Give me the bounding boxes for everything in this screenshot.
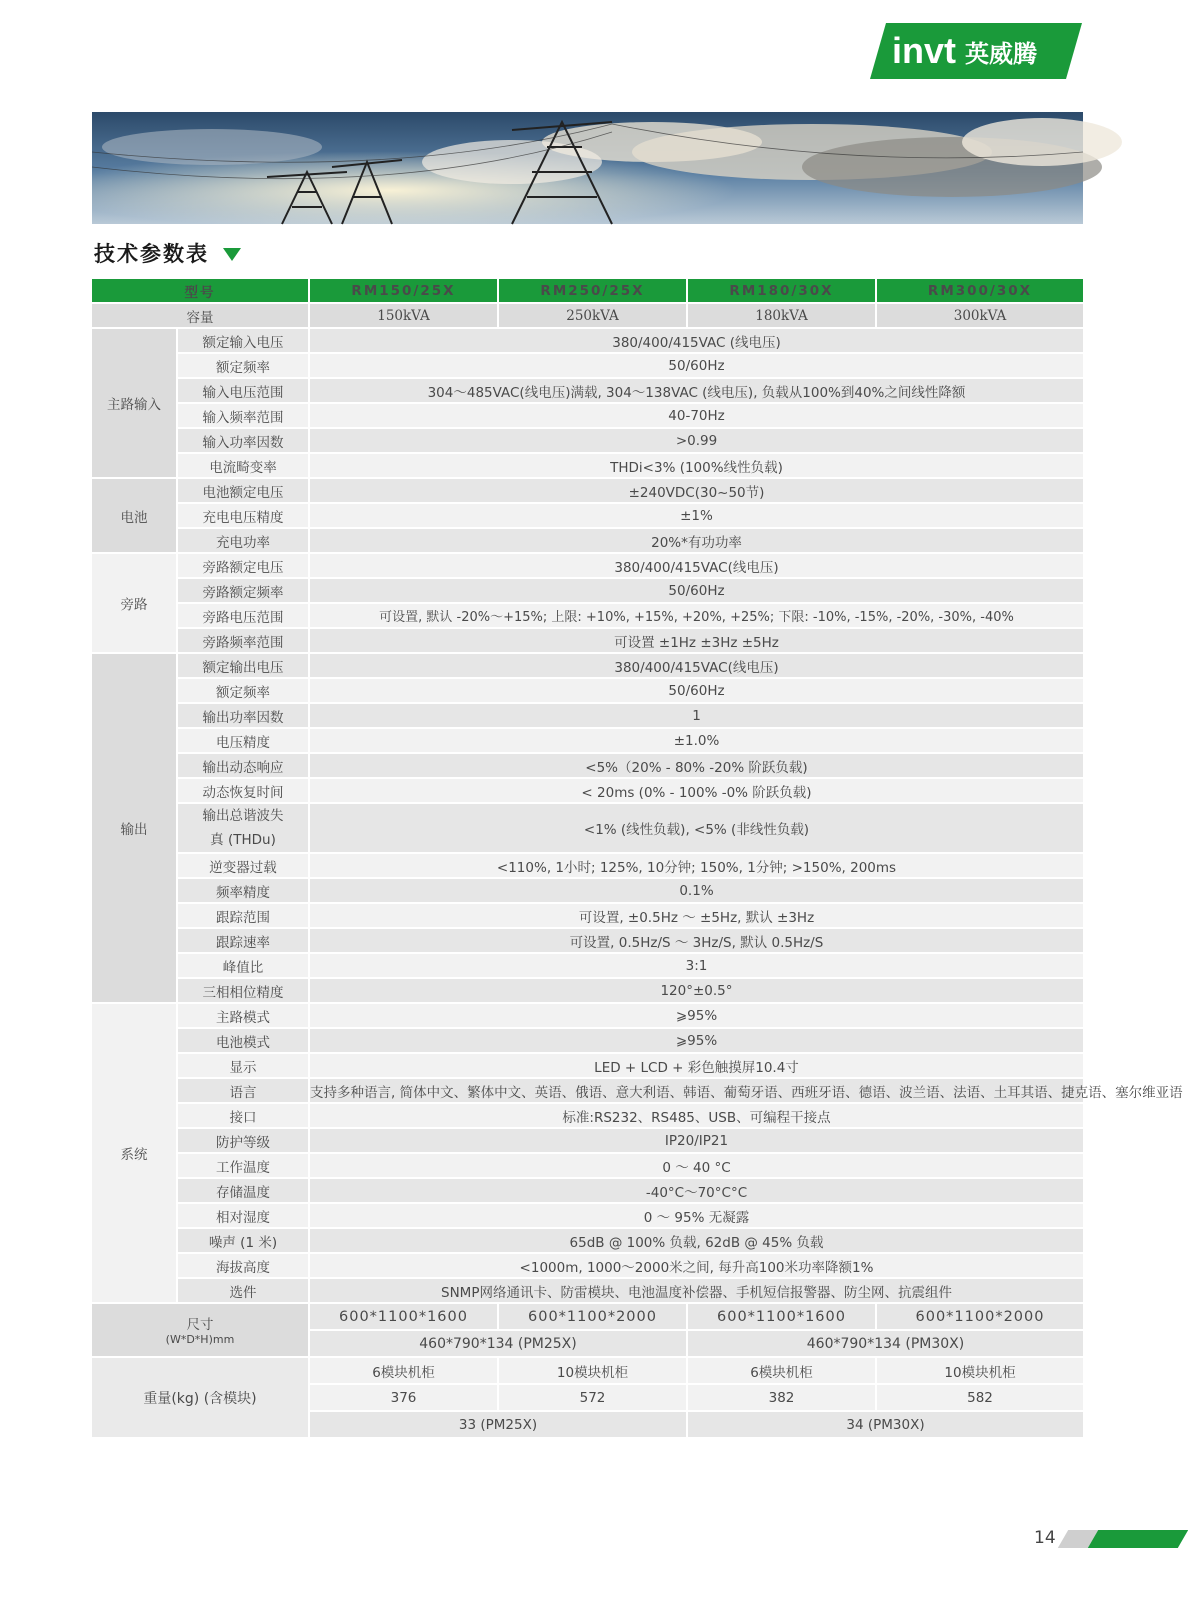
cabinet-type: 10模块机柜 <box>499 1358 688 1385</box>
table-row <box>92 1004 1083 1029</box>
row-label: 输入电压范围 <box>178 379 310 404</box>
cabinet-type: 10模块机柜 <box>877 1358 1083 1385</box>
row-value: ⩾95% <box>310 1029 1083 1054</box>
row-label: 相对湿度 <box>178 1204 310 1229</box>
dimensions-unit: (W*D*H)mm <box>165 1333 235 1346</box>
row-value: <5%（20% - 80% -20% 阶跃负载) <box>310 754 1083 779</box>
row-label: 输出总谐波失真 (THDu) <box>178 804 310 854</box>
weight-value: 382 <box>688 1385 877 1412</box>
row-label: 接口 <box>178 1104 310 1129</box>
cabinet-type: 6模块机柜 <box>310 1358 499 1385</box>
section-title <box>94 238 241 268</box>
table-row <box>92 1104 1083 1129</box>
table-row <box>92 854 1083 879</box>
row-value: 支持多种语言, 简体中文、繁体中文、英语、俄语、意大利语、韩语、葡萄牙语、西班牙语、德语、波兰语、法语、土耳其语、捷克语、塞尔维亚语 <box>310 1079 1083 1104</box>
table-row <box>92 1279 1083 1304</box>
table-row <box>92 529 1083 554</box>
row-value: 380/400/415VAC(线电压) <box>310 554 1083 579</box>
row-label: 输出动态响应 <box>178 754 310 779</box>
table-row <box>92 554 1083 579</box>
table-row <box>92 629 1083 654</box>
row-value: 标准:RS232、RS485、USB、可编程干接点 <box>310 1104 1083 1129</box>
module-size: 460*790*134 (PM30X) <box>688 1331 1083 1358</box>
invt-logo <box>870 23 1082 79</box>
row-value: 1 <box>310 704 1083 729</box>
table-row <box>92 954 1083 979</box>
row-label: 额定输入电压 <box>178 329 310 354</box>
row-label: 电池额定电压 <box>178 479 310 504</box>
logo-brand-text: invt <box>892 30 957 71</box>
cabinet-size: 600*1100*1600 <box>688 1304 877 1331</box>
row-value: 0 ～ 95% 无凝露 <box>310 1204 1083 1229</box>
row-label: 噪声 (1 米) <box>178 1229 310 1254</box>
table-row <box>92 329 1083 354</box>
row-value: 可设置 ±1Hz ±3Hz ±5Hz <box>310 629 1083 654</box>
table-row <box>92 704 1083 729</box>
weight-value: 582 <box>877 1385 1083 1412</box>
capacity-row <box>92 304 1083 329</box>
row-value: < 20ms (0% - 100% -0% 阶跃负载) <box>310 779 1083 804</box>
module-weight: 34 (PM30X) <box>688 1412 1083 1439</box>
table-row <box>92 879 1083 904</box>
row-value: ±1% <box>310 504 1083 529</box>
row-value: 40-70Hz <box>310 404 1083 429</box>
row-value: -40°C～70°C°C <box>310 1179 1083 1204</box>
row-label: 电流畸变率 <box>178 454 310 479</box>
table-row <box>92 929 1083 954</box>
row-label: 旁路额定电压 <box>178 554 310 579</box>
table-row <box>92 604 1083 629</box>
cabinet-size: 600*1100*2000 <box>499 1304 688 1331</box>
table-row <box>92 979 1083 1004</box>
row-label: 输入频率范围 <box>178 404 310 429</box>
row-value: >0.99 <box>310 429 1083 454</box>
row-value: LED + LCD + 彩色触摸屏10.4寸 <box>310 1054 1083 1079</box>
row-value: IP20/IP21 <box>310 1129 1083 1154</box>
row-label: 语言 <box>178 1079 310 1104</box>
row-value: 50/60Hz <box>310 354 1083 379</box>
row-label: 跟踪范围 <box>178 904 310 929</box>
table-row <box>92 1229 1083 1254</box>
dimensions-label-cell <box>92 1304 310 1358</box>
row-label: 电压精度 <box>178 729 310 754</box>
row-label: 峰值比 <box>178 954 310 979</box>
capacity-label: 容量 <box>92 304 310 329</box>
cabinet-type: 6模块机柜 <box>688 1358 877 1385</box>
page-tab-accent <box>1088 1530 1188 1548</box>
model-name: RM180/30X <box>688 279 877 304</box>
spec-table <box>92 279 1183 1439</box>
row-value: 50/60Hz <box>310 679 1083 704</box>
group-label-system: 系统 <box>92 1004 178 1304</box>
table-row <box>92 1054 1083 1079</box>
row-label: 额定频率 <box>178 354 310 379</box>
table-row <box>92 504 1083 529</box>
row-label: 选件 <box>178 1279 310 1304</box>
model-name: RM300/30X <box>877 279 1083 304</box>
row-value: ±240VDC(30~50节) <box>310 479 1083 504</box>
row-label: 输出功率因数 <box>178 704 310 729</box>
table-row <box>92 429 1083 454</box>
table-row <box>92 479 1083 504</box>
row-label: 电池模式 <box>178 1029 310 1054</box>
model-name: RM250/25X <box>499 279 688 304</box>
module-size: 460*790*134 (PM25X) <box>310 1331 688 1358</box>
row-value: THDi<3% (100%线性负载) <box>310 454 1083 479</box>
row-value: 65dB @ 100% 负载, 62dB @ 45% 负载 <box>310 1229 1083 1254</box>
row-label: 海拔高度 <box>178 1254 310 1279</box>
table-row <box>92 754 1083 779</box>
table-header-row <box>92 279 1083 304</box>
table-row <box>92 379 1083 404</box>
row-value: <1000m, 1000～2000米之间, 每升高100米功率降额1% <box>310 1254 1083 1279</box>
row-label: 旁路电压范围 <box>178 604 310 629</box>
row-label: 输入功率因数 <box>178 429 310 454</box>
triangle-down-icon <box>223 248 241 261</box>
model-header: 型号 <box>92 279 310 304</box>
dimensions-label: 尺寸 <box>186 1317 214 1333</box>
capacity-value: 250kVA <box>499 304 688 329</box>
row-label: 防护等级 <box>178 1129 310 1154</box>
row-value: ±1.0% <box>310 729 1083 754</box>
weight-value: 572 <box>499 1385 688 1412</box>
row-value: 120°±0.5° <box>310 979 1083 1004</box>
row-label: 充电功率 <box>178 529 310 554</box>
group-label-bypass: 旁路 <box>92 554 178 654</box>
table-row <box>92 779 1083 804</box>
capacity-value: 300kVA <box>877 304 1083 329</box>
cabinet-size: 600*1100*2000 <box>877 1304 1083 1331</box>
model-name: RM150/25X <box>310 279 499 304</box>
group-label-output: 输出 <box>92 654 178 1004</box>
table-row <box>92 454 1083 479</box>
section-title-text: 技术参数表 <box>94 242 209 266</box>
table-row <box>92 729 1083 754</box>
cabinet-size: 600*1100*1600 <box>310 1304 499 1331</box>
row-label: 逆变器过载 <box>178 854 310 879</box>
table-row <box>92 1079 1083 1104</box>
row-value: 20%*有功功率 <box>310 529 1083 554</box>
weight-value: 376 <box>310 1385 499 1412</box>
row-value: 3:1 <box>310 954 1083 979</box>
row-label: 额定频率 <box>178 679 310 704</box>
module-weight: 33 (PM25X) <box>310 1412 688 1439</box>
row-label: 动态恢复时间 <box>178 779 310 804</box>
table-row <box>92 679 1083 704</box>
dimensions-row <box>92 1304 1083 1331</box>
row-value: 可设置, 默认 -20%～+15%; 上限: +10%, +15%, +20%, +25%; 下限: -10%, -15%, -20%, -30%, -40% <box>310 604 1083 629</box>
table-row <box>92 804 1083 854</box>
row-value: 50/60Hz <box>310 579 1083 604</box>
table-row <box>92 1179 1083 1204</box>
row-value: ⩾95% <box>310 1004 1083 1029</box>
row-label: 旁路额定频率 <box>178 579 310 604</box>
logo-cn-text: 英威腾 <box>965 40 1037 68</box>
row-value: 380/400/415VAC(线电压) <box>310 654 1083 679</box>
row-label: 额定输出电压 <box>178 654 310 679</box>
weight-label: 重量(kg) (含模块) <box>92 1358 310 1439</box>
table-row <box>92 404 1083 429</box>
row-label: 存储温度 <box>178 1179 310 1204</box>
row-value: SNMP网络通讯卡、防雷模块、电池温度补偿器、手机短信报警器、防尘网、抗震组件 <box>310 1279 1083 1304</box>
table-row <box>92 904 1083 929</box>
row-label: 旁路频率范围 <box>178 629 310 654</box>
capacity-value: 180kVA <box>688 304 877 329</box>
row-value: 可设置, 0.5Hz/S ～ 3Hz/S, 默认 0.5Hz/S <box>310 929 1083 954</box>
weight-row <box>92 1358 1083 1385</box>
table-row <box>92 354 1083 379</box>
table-row <box>92 1029 1083 1054</box>
table-row <box>92 1129 1083 1154</box>
table-row <box>92 654 1083 679</box>
banner-image-power-towers <box>92 112 1083 224</box>
group-label-battery: 电池 <box>92 479 178 554</box>
row-label: 主路模式 <box>178 1004 310 1029</box>
row-value: 0.1% <box>310 879 1083 904</box>
row-label: 跟踪速率 <box>178 929 310 954</box>
row-label: 三相相位精度 <box>178 979 310 1004</box>
table-row <box>92 1204 1083 1229</box>
table-row <box>92 579 1083 604</box>
table-row <box>92 1154 1083 1179</box>
row-value: 0 ～ 40 °C <box>310 1154 1083 1179</box>
row-label: 工作温度 <box>178 1154 310 1179</box>
row-value: 304～485VAC(线电压)满载, 304～138VAC (线电压), 负载从100%到40%之间线性降额 <box>310 379 1083 404</box>
row-value: 380/400/415VAC (线电压) <box>310 329 1083 354</box>
page-number: 14 <box>1034 1528 1056 1548</box>
row-label: 充电电压精度 <box>178 504 310 529</box>
row-value: 可设置, ±0.5Hz ～ ±5Hz, 默认 ±3Hz <box>310 904 1083 929</box>
row-value: <1% (线性负载), <5% (非线性负载) <box>310 804 1083 854</box>
row-label: 频率精度 <box>178 879 310 904</box>
group-label-input: 主路输入 <box>92 329 178 479</box>
table-row <box>92 1254 1083 1279</box>
row-label: 显示 <box>178 1054 310 1079</box>
row-value: <110%, 1小时; 125%, 10分钟; 150%, 1分钟; >150%, 200ms <box>310 854 1083 879</box>
capacity-value: 150kVA <box>310 304 499 329</box>
